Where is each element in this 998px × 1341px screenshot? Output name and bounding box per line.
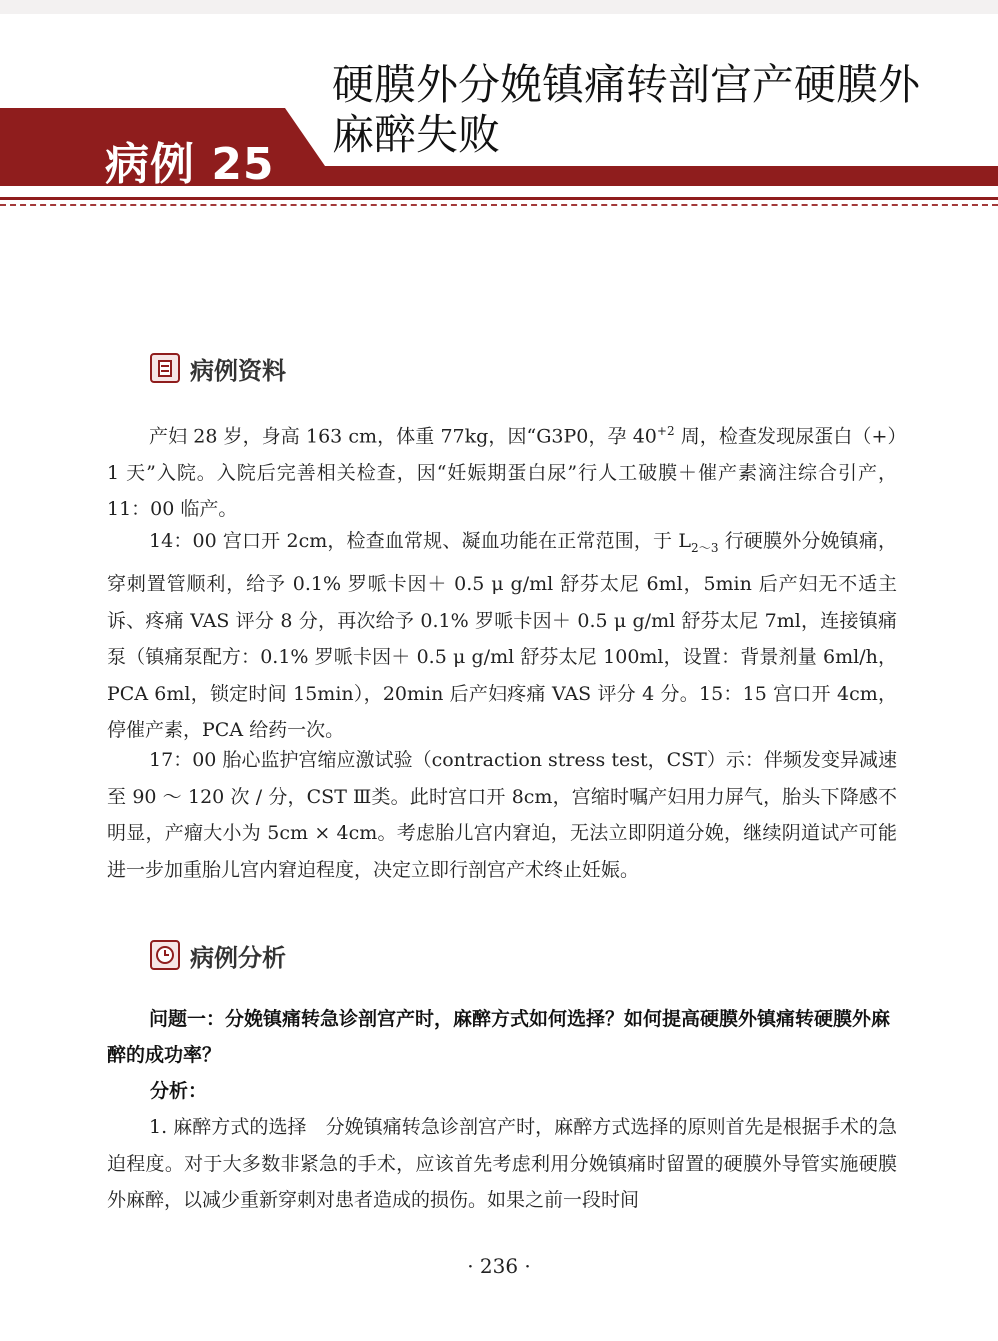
section-title: 病例分析 [190, 942, 286, 972]
analysis-paragraph-1: 1. 麻醉方式的选择 分娩镇痛转急诊剖宫产时，麻醉方式选择的原则首先是根据手术的急迫程度。对于大多数非紧急的手术，应该首先考虑利用分娩镇痛时留置的硬膜外导管实施硬膜外麻醉，以减少重新穿刺对患者造成的损伤。如果之前一段时间 [107, 1116, 897, 1211]
paragraph-1-superscript: +2 [656, 424, 675, 438]
paragraph-2-subscript: 2～3 [690, 540, 719, 555]
case-label: 病例 25 [105, 139, 275, 190]
top-strip [0, 0, 998, 14]
header-dashed-line [0, 204, 998, 206]
paragraph-2-text-b: 行硬膜外分娩镇痛，穿刺置管顺利，给予 0.1% 罗哌卡因＋ 0.5 μ g/ml 舒芬太尼 6ml，5min 后产妇无不适主诉、疼痛 VAS 评分 8 分，再次给予 0.1% 罗哌卡因＋ 0.5 μ g/ml 舒芬太尼 7ml，连接镇痛泵（镇痛泵配方：0.1% 罗哌卡因＋ 0.5 μ g/ml 舒芬太尼 100ml，设置：背景剂量 6ml/h，PCA 6ml，锁定时间 15min），20min 后产妇疼痛 VAS 评分 4 分。15：15 宫口开 4cm，停催产素，PCA 给药一次。 [107, 530, 897, 742]
paragraph-2 [107, 523, 897, 749]
paragraph-2-text-a: 14：00 宫口开 2cm，检查血常规、凝血功能在正常范围，于 L [149, 530, 691, 552]
clock-icon [150, 940, 180, 970]
analysis-label: 分析： [150, 1080, 208, 1102]
paragraph-3: 17：00 胎心监护宫缩应激试验（contraction stress test，CST）示：伴频发变异减速至 90 ～ 120 次 / 分，CST Ⅲ类。此时宫口开 8cm，宫缩时嘱产妇用力屏气，胎头下降感不明显，产瘤大小为 5cm × 4cm。考虑胎儿宫内窘迫，无法立即阴道分娩，继续阴道试产可能进一步加重胎儿宫内窘迫程度，决定立即行剖宫产术终止妊娠。 [107, 749, 897, 881]
header-band-line [0, 197, 998, 200]
paragraph-1-text-a: 产妇 28 岁，身高 163 cm，体重 77kg，因“G3P0，孕 40 [149, 425, 657, 448]
section-heading-case-data [150, 348, 286, 388]
section-heading-case-analysis [150, 935, 286, 975]
page-title: 硬膜外分娩镇痛转剖宫产硬膜外麻醉失败 [332, 60, 921, 159]
paragraph-1 [107, 413, 897, 528]
document-icon [150, 353, 180, 383]
paragraph-1-text-b: 周，检查发现尿蛋白（+）1 天”入院。入院后完善相关检查，因“妊娠期蛋白尿”行人工破膜＋催产素滴注综合引产，11：00 临产。 [107, 425, 897, 521]
section-title: 病例资料 [190, 355, 286, 385]
question-one: 问题一：分娩镇痛转急诊剖宫产时，麻醉方式如何选择？如何提高硬膜外镇痛转硬膜外麻醉的成功率？ [107, 1008, 891, 1066]
page-number: · 236 · [467, 1254, 531, 1278]
